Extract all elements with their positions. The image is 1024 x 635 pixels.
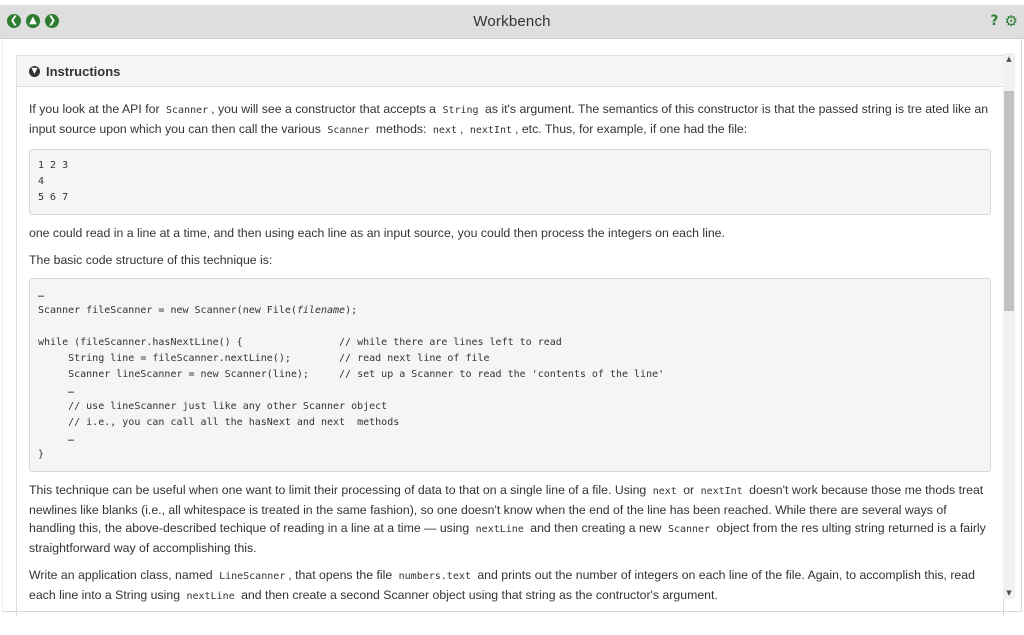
text: Write an application class, named: [29, 568, 213, 582]
text: doesn't work because those me thods treat newlines like blanks (i.e., all whitespace is treated in the same fashion), so one doesn't know when the end of the line has been reached. While there are several ways of handling this, the above-described techique of reading in a line at a time — using: [29, 483, 984, 535]
code-next: next: [652, 486, 677, 497]
text: , you will see a constructor that accepts a: [211, 102, 437, 116]
nav-buttons: [7, 14, 59, 28]
code-linescanner: LineScanner: [219, 571, 286, 582]
code-line: …: [38, 289, 45, 300]
code-scanner: Scanner: [165, 105, 209, 116]
paragraph-technique: [29, 481, 991, 557]
vertical-scrollbar[interactable]: [1003, 53, 1015, 599]
code-line: );: [345, 305, 358, 316]
text: and then creating a new: [530, 521, 662, 535]
gear-icon[interactable]: ⚙: [1004, 12, 1018, 30]
text: and then create a second Scanner object using that string as the contructor's argument.: [241, 588, 718, 602]
text: object from the res ulting string returned is a fairly straightforward way of accomplishing this.: [29, 521, 986, 555]
arrow-up-icon[interactable]: ▲: [26, 14, 40, 28]
paragraph-intro: [29, 100, 991, 140]
text: or: [683, 483, 695, 497]
paragraph-structure: The basic code structure of this technique is:: [29, 253, 273, 267]
chevron-down-icon[interactable]: ▼: [29, 66, 40, 77]
code-line: String line = fileScanner.nextLine(); // read next line of file: [38, 353, 490, 364]
code-line: …: [38, 385, 75, 396]
code-line: …: [38, 433, 75, 444]
code-nextline: nextLine: [186, 591, 235, 602]
code-scanner: Scanner: [327, 125, 370, 136]
title-bar: [0, 5, 1024, 39]
code-nextline: nextLine: [475, 524, 524, 535]
scroll-up-icon[interactable]: ▲: [1006, 55, 1012, 63]
scrollbar-thumb[interactable]: [1004, 91, 1014, 311]
code-scanner: Scanner: [667, 524, 711, 535]
scroll-down-icon[interactable]: ▼: [1006, 589, 1012, 597]
file-example-block: 1 2 3 4 5 6 7: [29, 149, 991, 215]
window-title: Workbench: [473, 13, 551, 30]
code-nextint: nextInt: [469, 125, 512, 136]
code-line: // i.e., you can call all the hasNext and next methods: [38, 417, 400, 428]
text: , etc. Thus, for example, if one had the file:: [515, 122, 748, 136]
paragraph-task: [29, 566, 991, 606]
window-actions: [990, 14, 1018, 28]
text: This technique can be useful when one want to limit their processing of data to that on a single line of a file. Using: [29, 483, 647, 497]
text: If you look at the API for: [29, 102, 160, 116]
code-line: // use lineScanner just like any other Scanner object: [38, 401, 388, 412]
code-numbers-file: numbers.text: [398, 571, 471, 582]
code-structure-block: [29, 278, 991, 472]
code-filename: filename: [296, 305, 346, 316]
text: as it's argument. The semantics of this constructor is that the passed string is tre ated like an input source upon which you can then call the various: [29, 102, 989, 136]
text: methods:: [375, 122, 427, 136]
code-line: Scanner fileScanner = new Scanner(new File(: [38, 305, 297, 316]
arrow-right-icon[interactable]: ❯: [45, 14, 59, 28]
code-line: Scanner lineScanner = new Scanner(line); // set up a Scanner to read the 'contents of the line': [38, 369, 665, 380]
instructions-title: Instructions: [46, 63, 121, 79]
text: ,: [460, 122, 464, 136]
paragraph-process: one could read in a line at a time, and then using each line as an input source, you could then process the integers on each line.: [29, 226, 725, 240]
text: and prints out the number of integers on each line of the file. Again, to accomplish this, read each line into a String using: [29, 568, 975, 602]
code-line: }: [38, 449, 45, 460]
help-button[interactable]: ?: [990, 13, 999, 29]
text: , that opens the file: [288, 568, 393, 582]
code-next: next: [432, 125, 457, 136]
instructions-header[interactable]: [17, 56, 1003, 87]
code-line: while (fileScanner.hasNextLine() { // while there are lines left to read: [38, 337, 562, 348]
arrow-left-icon[interactable]: ❮: [7, 14, 21, 28]
code-nextint: nextInt: [700, 486, 743, 497]
instructions-panel: [16, 55, 1004, 616]
code-string: String: [442, 105, 479, 116]
workbench-content: [2, 39, 1022, 612]
instructions-body: [17, 87, 1003, 606]
